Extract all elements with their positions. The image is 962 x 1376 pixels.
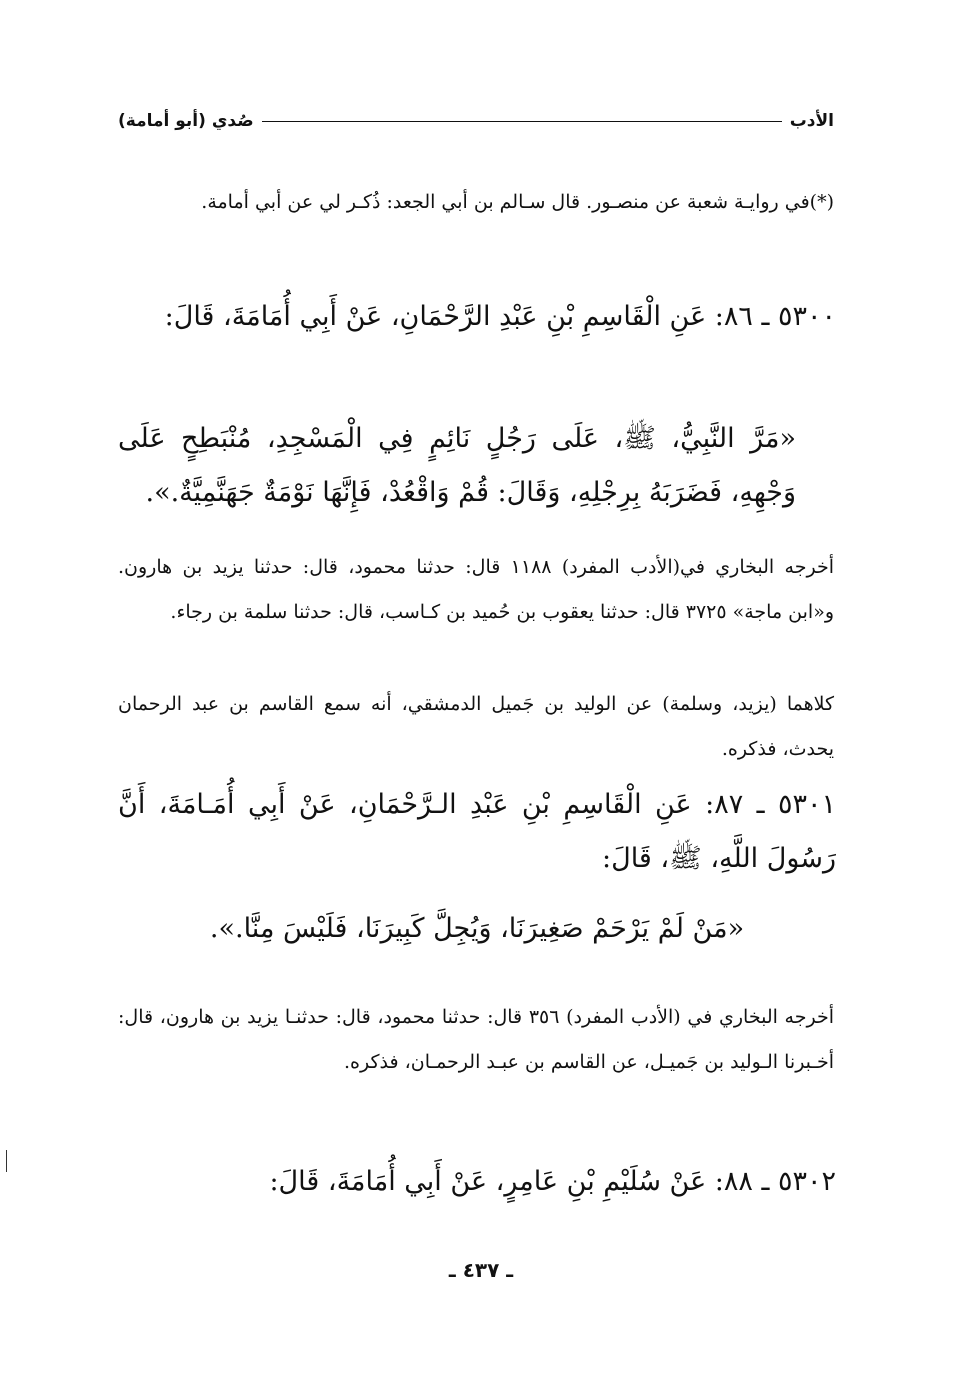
hadith-86-takhrij-chain: كلاهما (يزيد، وسلمة) عن الوليد بن جَميل الدمشقي، أنه سمع القاسم بن عبد الرحمان يحدث، فذكره.	[118, 693, 834, 760]
hadith-87-takhrij: أخرجه البخاري في (الأدب المفرد) ٣٥٦ قال: حدثنا محمود، قال: حدثنـا يزيد بن هارون، قال: أخـبرنا الـوليد بن جَميـل، عن القاسم بن عبـد الرحمـان، فذكره.	[118, 1006, 834, 1073]
hadith-88-heading: ٥٣٠٢ ـ ٨٨: عَنْ سُلَيْمِ بْنِ عَامِرٍ، عَنْ أَبِي أُمَامَةَ، قَالَ:	[269, 1166, 836, 1197]
hadith-87-text: «مَنْ لَمْ يَرْحَمْ صَغِيرَنَا، وَيُجِلَّ كَبِيرَنَا، فَلَيْسَ مِنَّا.».	[209, 913, 745, 944]
header-rule	[262, 121, 782, 122]
header-narrator-title: صُدي (أبو أمامة)	[118, 111, 254, 131]
page-number: ـ ٤٣٧ ـ	[448, 1258, 514, 1282]
hadith-86-takhrij: أخرجه البخاري في(الأدب المفرد) ١١٨٨ قال: حدثنا محمود، قال: حدثنا يزيد بن هارون. و«ابن ماجة» ٣٧٢٥ قال: حدثنا يعقوب بن حُميد بن كـاسب، قال: حدثنا سلمة بن رجاء.	[118, 556, 834, 623]
footnote-top: (*)في روايـة شعبة عن منصـور. قال سـالم بن أبي الجعد: ذُكـر لي عن أبي أمامة.	[201, 191, 834, 213]
hadith-87-heading: ٥٣٠١ ـ ٨٧: عَنِ الْقَاسِمِ بْنِ عَبْدِ الـرَّحْمَانِ، عَنْ أَبِي أُمَـامَةَ، أَنَّ رَسُولَ اللَّهِ، ﷺ، قَالَ:	[118, 789, 837, 874]
running-header	[118, 104, 834, 138]
scan-margin-mark	[6, 1150, 7, 1172]
hadith-86-text: «مَرَّ النَّبِيُّ، ﷺ، عَلَى رَجُلٍ نَائِمٍ فِي الْمَسْجِدِ، مُنْبَطِحٍ عَلَى وَجْهِهِ، فَضَرَبَهُ بِرِجْلِهِ، وَقَالَ: قُمْ وَاقْعُدْ، فَإِنَّهَا نَوْمَةٌ جَهَنَّمِيَّةٌ.».	[118, 423, 796, 508]
hadith-86-heading: ٥٣٠٠ ـ ٨٦: عَنِ الْقَاسِمِ بْنِ عَبْدِ الرَّحْمَانِ، عَنْ أَبِي أُمَامَةَ، قَالَ:	[164, 301, 836, 332]
header-chapter-title: الأدب	[789, 111, 834, 131]
